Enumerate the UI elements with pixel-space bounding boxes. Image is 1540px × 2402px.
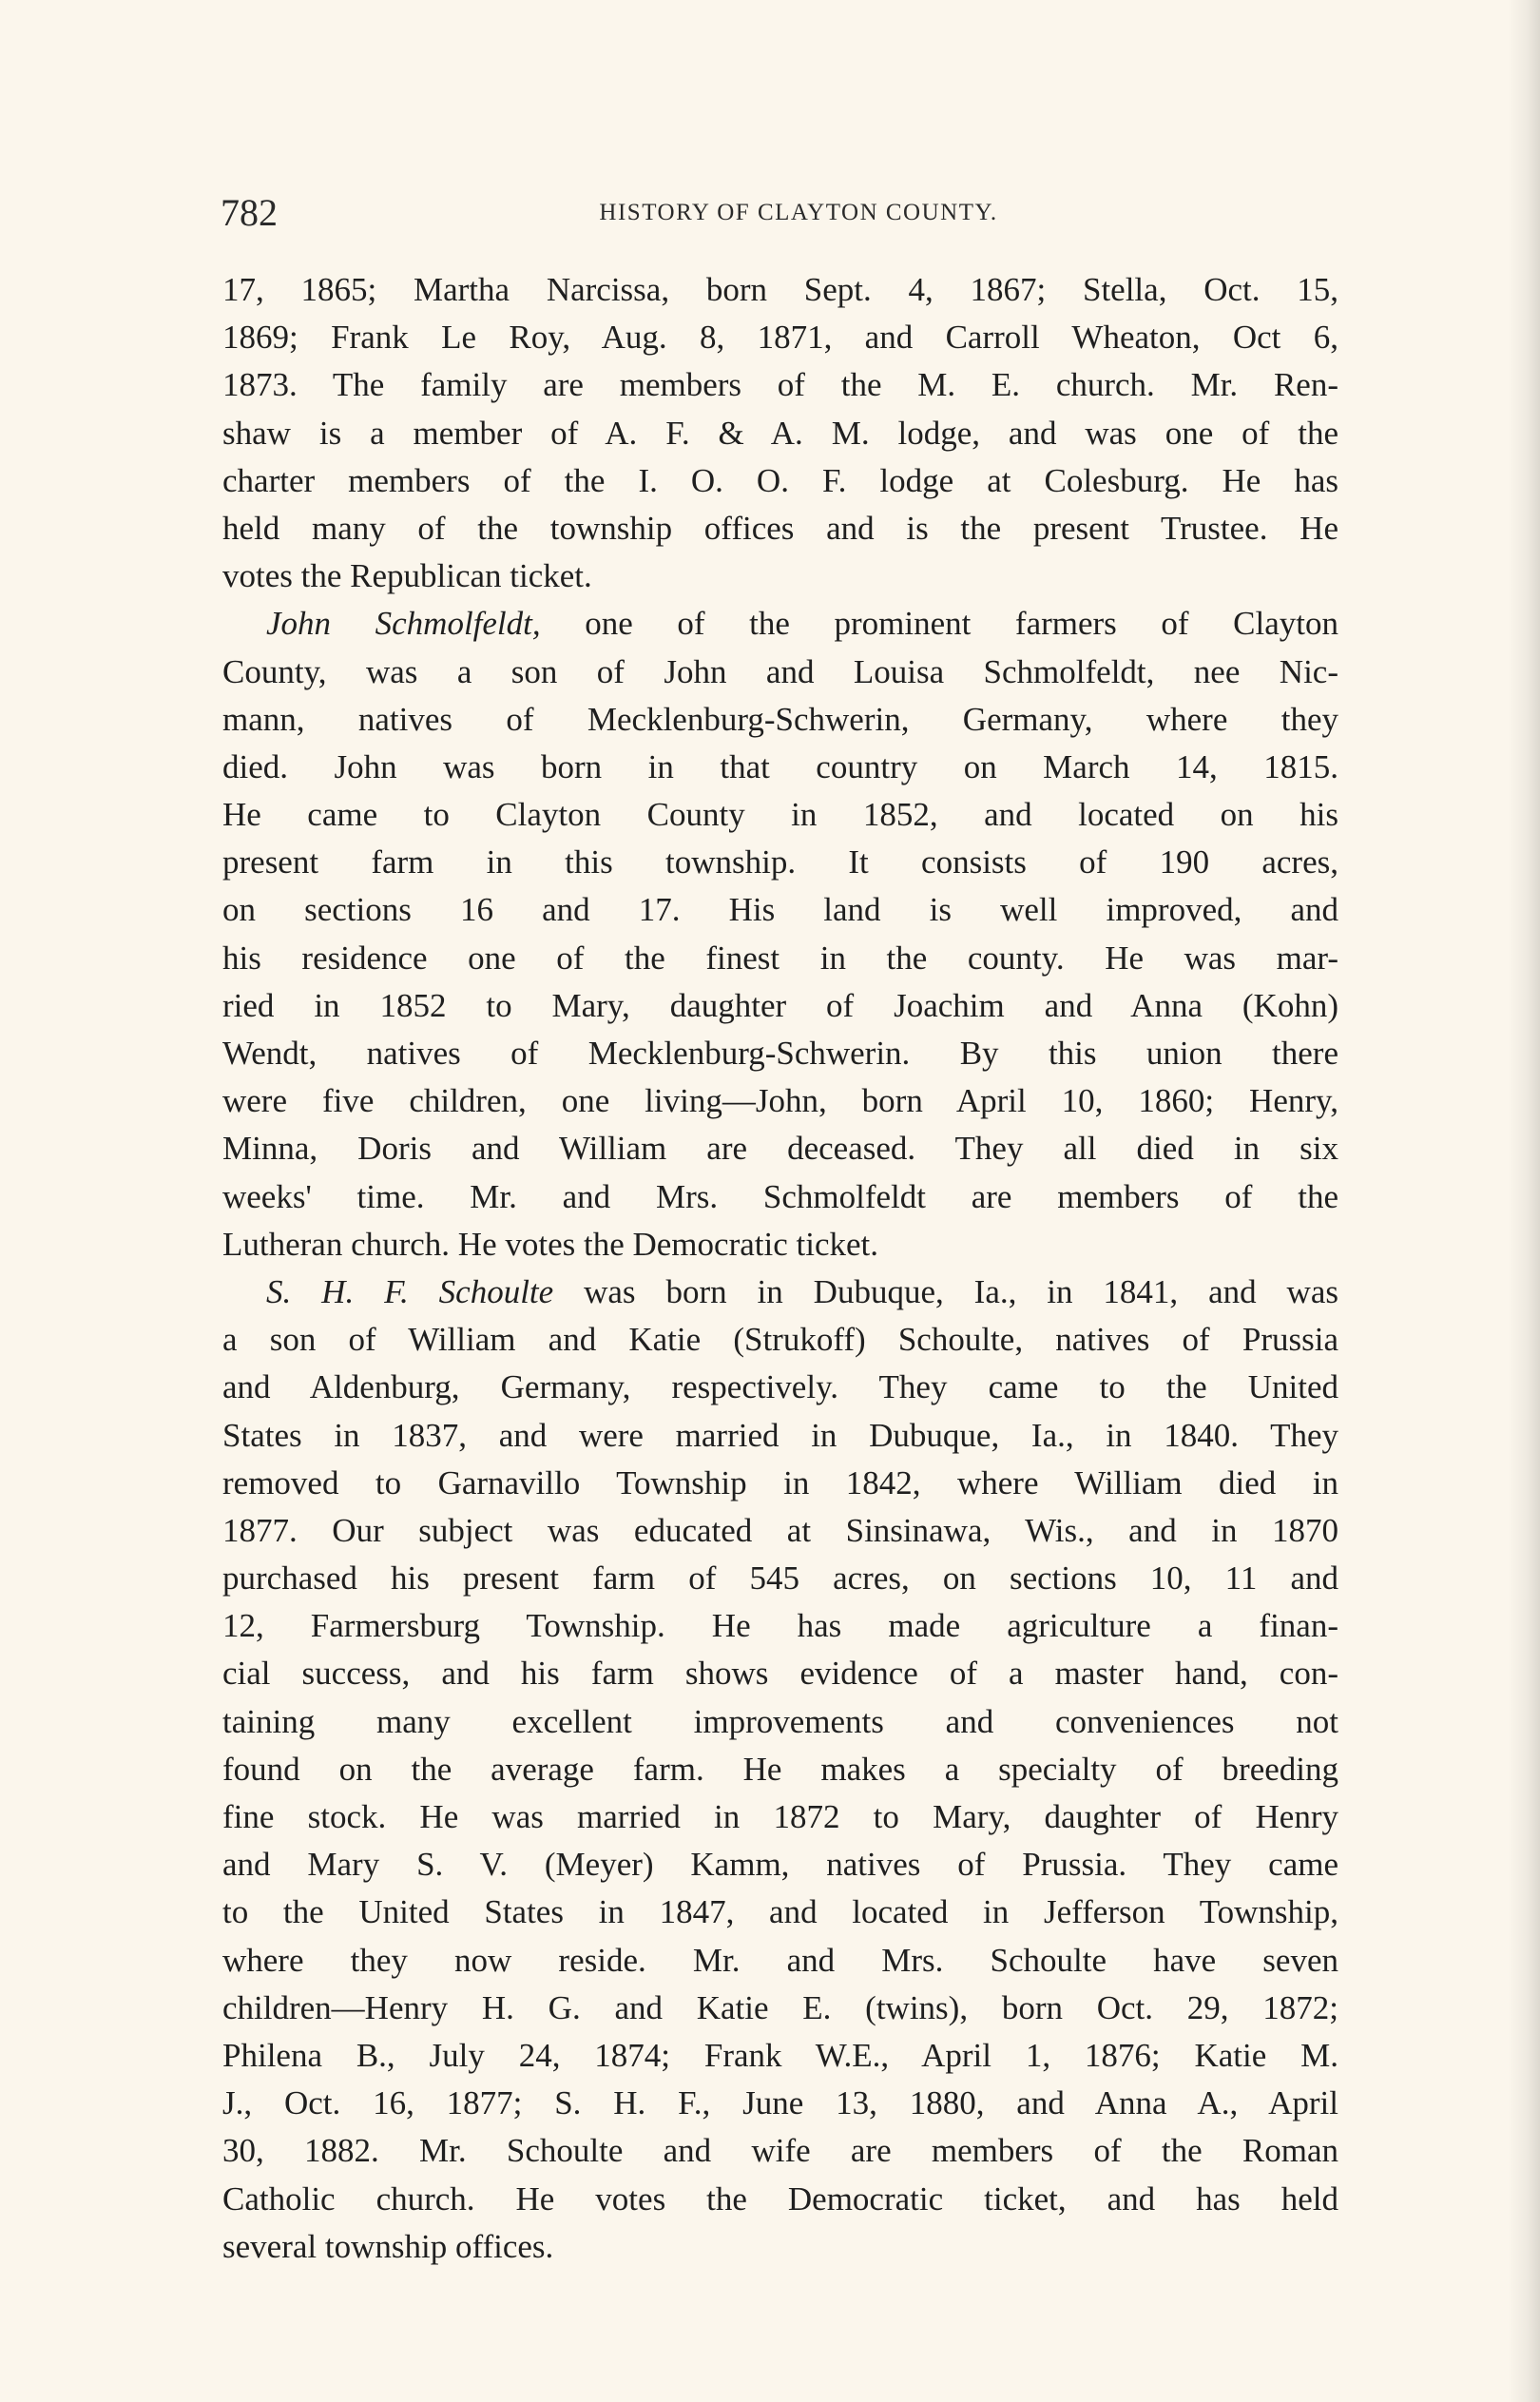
text-line: were five children, one living—John, born April 10, 1860; Henry, [222,1082,1338,1120]
text-line: children—Henry H. G. and Katie E. (twins), born Oct. 29, 1872; [222,1988,1338,2026]
page-number: 782 [221,191,278,234]
text-line: 17, 1865; Martha Narcissa, born Sept. 4, 1867; Stella, Oct. 15, [222,271,1338,308]
running-head: HISTORY OF CLAYTON COUNTY. [599,200,998,225]
text-line: cial success, and his farm shows evidence of a master hand, con- [222,1655,1338,1693]
text-line: on sections 16 and 17. His land is well improved, and [222,891,1338,929]
text-line: and Aldenburg, Germany, respectively. They came to the United [222,1368,1338,1406]
text-line: Wendt, natives of Mecklenburg-Schwerin. By this union there [222,1035,1338,1072]
text-line: County, was a son of John and Louisa Schmolfeldt, nee Nic- [222,652,1338,690]
text-line: 12, Farmersburg Township. He has made agriculture a finan- [222,1607,1338,1645]
paragraph-renshaw [222,266,1338,600]
subject-name: John Schmolfeldt, [266,605,541,643]
text-line: 30, 1882. Mr. Schoulte and wife are members of the Roman [222,2132,1338,2170]
text-line: several township offices. [222,2227,554,2265]
text-line: charter members of the I. O. O. F. lodge at Colesburg. He has [222,461,1338,499]
page-header [221,184,1338,242]
text-line: to the United States in 1847, and located in Jefferson Township, [222,1893,1338,1931]
text-line: taining many excellent improvements and conveniences not [222,1702,1338,1740]
text-line: fine stock. He was married in 1872 to Mary, daughter of Henry [222,1798,1338,1835]
text-line: died. John was born in that country on March 14, 1815. [222,747,1338,785]
text-line-rest: one of the prominent farmers of Clayton [540,605,1338,643]
text-line [222,600,1338,648]
text-line-rest: was born in Dubuque, Ia., in 1841, and was [553,1272,1338,1310]
page-edge-shadow [1508,0,1540,2402]
text-line: Minna, Doris and William are deceased. They all died in six [222,1130,1338,1168]
text-line: his residence one of the finest in the county. He was mar- [222,939,1338,977]
text-line: States in 1837, and were married in Dubuque, Ia., in 1840. They [222,1416,1338,1454]
text-line: held many of the township offices and is the present Trustee. He [222,509,1338,547]
text-line: removed to Garnavillo Township in 1842, where William died in [222,1463,1338,1501]
text-line: 1869; Frank Le Roy, Aug. 8, 1871, and Carroll Wheaton, Oct 6, [222,319,1338,357]
text-line: present farm in this township. It consists of 190 acres, [222,843,1338,881]
text-line: Philena B., July 24, 1874; Frank W.E., April 1, 1876; Katie M. [222,2036,1338,2074]
text-line: purchased his present farm of 545 acres, on sections 10, 11 and [222,1559,1338,1598]
page-body [222,266,1338,2271]
text-line: shaw is a member of A. F. & A. M. lodge, and was one of the [222,414,1338,452]
text-line: ried in 1852 to Mary, daughter of Joachim and Anna (Kohn) [222,986,1338,1024]
text-line: where they now reside. Mr. and Mrs. Schoulte have seven [222,1941,1338,1979]
text-line: J., Oct. 16, 1877; S. H. F., June 13, 1880, and Anna A., April [222,2084,1338,2122]
text-line: found on the average farm. He makes a specialty of breeding [222,1750,1338,1788]
text-line: mann, natives of Mecklenburg-Schwerin, Germany, where they [222,700,1338,738]
text-line: Lutheran church. He votes the Democratic ticket. [222,1225,878,1263]
text-line: 1877. Our subject was educated at Sinsinawa, Wis., and in 1870 [222,1511,1338,1549]
text-line: a son of William and Katie (Strukoff) Schoulte, natives of Prussia [222,1321,1338,1359]
text-line: votes the Republican ticket. [222,557,592,595]
text-line: and Mary S. V. (Meyer) Kamm, natives of Prussia. They came [222,1846,1338,1884]
text-line: weeks' time. Mr. and Mrs. Schmolfeldt are members of the [222,1177,1338,1215]
subject-name: S. H. F. Schoulte [266,1272,554,1310]
text-line: He came to Clayton County in 1852, and located on his [222,796,1338,834]
text-line [222,1269,1338,1316]
text-line: 1873. The family are members of the M. E. church. Mr. Ren- [222,366,1338,404]
paragraph-schmolfeldt [222,600,1338,1269]
text-line: Catholic church. He votes the Democratic ticket, and has held [222,2179,1338,2218]
paragraph-schoulte [222,1269,1338,2271]
